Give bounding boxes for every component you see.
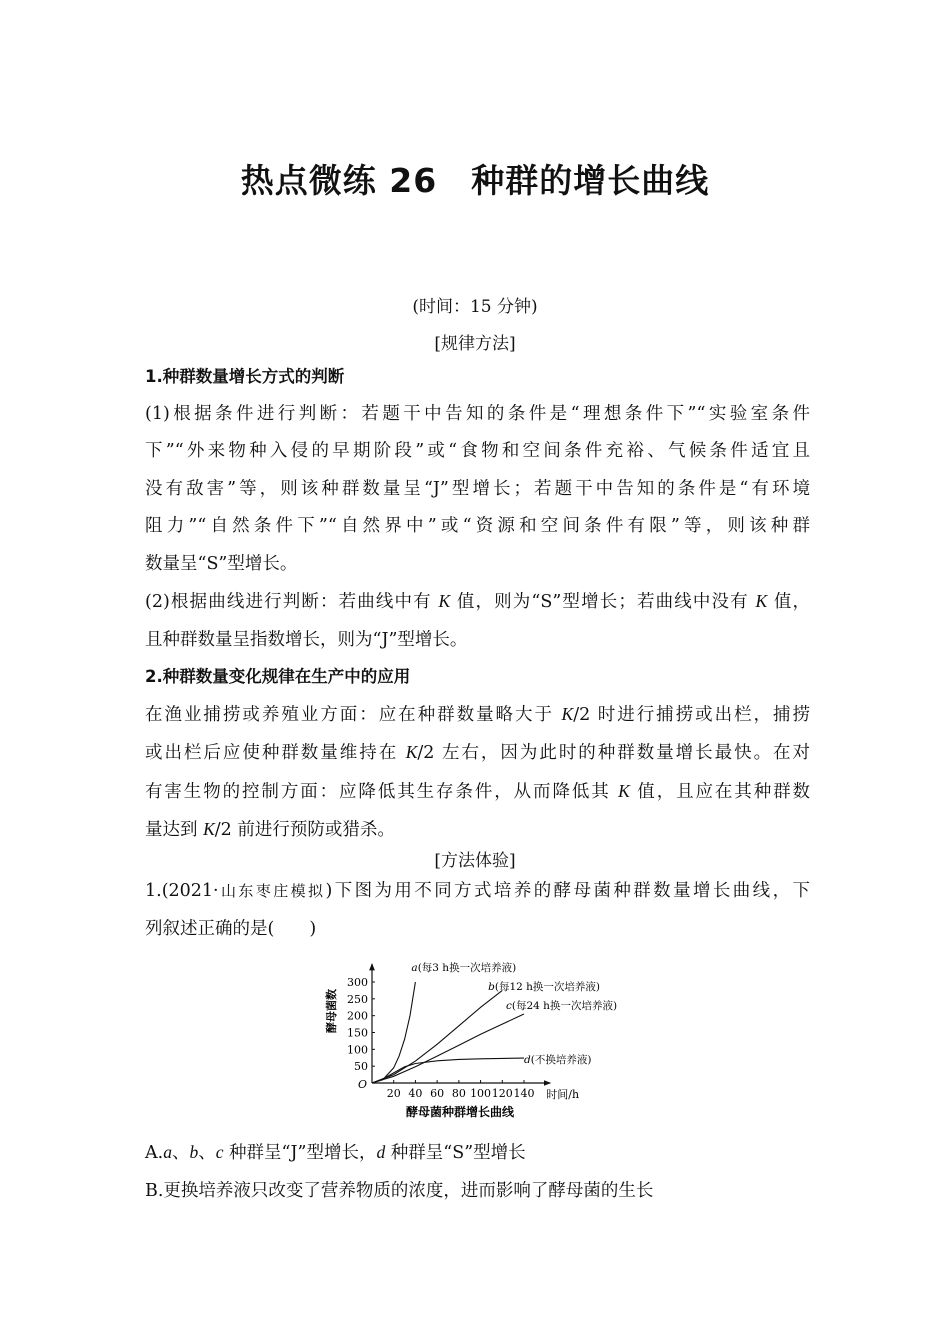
text-run: 或出栏后应使种群数量维持在 (145, 743, 406, 763)
rule-1-p1-line: 数量呈“S”型增长。 (145, 553, 298, 574)
rule-1-p2-line (145, 583, 810, 622)
math-k: K (203, 819, 215, 839)
series-letter: b (488, 981, 495, 993)
text-run: (2)根据曲线进行判断：若曲线中有 (145, 592, 439, 612)
math-var: c (215, 1142, 224, 1162)
y-tick-label: 300 (347, 976, 368, 989)
text-run: 在渔业捕捞或养殖业方面：应在种群数量略大于 (145, 704, 562, 725)
series-line-d (372, 1058, 524, 1083)
x-tick-label: 60 (430, 1087, 445, 1100)
text-run: 值，且应在其种群数 (629, 781, 811, 802)
rule-2-line (145, 696, 810, 735)
series-name: (不换培养液) (530, 1054, 592, 1066)
text-run: 值，则为“S”型增长；若曲线中没有 (450, 592, 756, 612)
y-axis-label: 酵母菌数 (325, 989, 338, 1033)
question-1 (145, 873, 810, 948)
rule-2-line (145, 811, 810, 850)
x-tick-label: 40 (408, 1087, 423, 1100)
question-1-line: 列叙述正确的是( ) (145, 918, 317, 939)
text-run: A. (145, 1143, 164, 1163)
series-label-b (488, 980, 600, 993)
rule-2-line (145, 734, 810, 773)
option-b[interactable]: B.更换培养液只改变了营养物质的浓度，进而影响了酵母菌的生长 (145, 1180, 654, 1201)
rule-1-heading: 1.种群数量增长方式的判断 (145, 367, 345, 386)
text-run: 1.(2021· (145, 881, 219, 901)
option-a[interactable] (145, 1134, 810, 1173)
y-tick-label: 250 (347, 992, 368, 1006)
rule-1-p1-line: 没有敌害”等，则该种群数量呈“J”型增长；若题干中告知的条件是“有环境 (145, 478, 810, 499)
text-run: )下图为用不同方式培养的酵母菌种群数量增长曲线，下 (325, 881, 810, 901)
text-run: 值， (767, 592, 810, 612)
series-letter: d (524, 1054, 531, 1066)
rule-1-p1-line: (1)根据条件进行判断：若题干中告知的条件是“理想条件下”“实验室条件 (145, 403, 810, 424)
math-var: a (163, 1142, 172, 1162)
rule-1-block (145, 358, 810, 659)
series-label-d (524, 1053, 591, 1066)
options (145, 1134, 810, 1210)
y-tick-label: 50 (354, 1060, 368, 1074)
text-run: 、 (198, 1143, 216, 1163)
origin-label: O (358, 1078, 368, 1091)
series-name: (每24 h换一次培养液) (511, 1000, 618, 1012)
section-heading-rules: [规律方法] (434, 334, 516, 354)
text-run: 量达到 (145, 820, 204, 840)
series-line-a (372, 982, 415, 1083)
series-label-c (506, 999, 617, 1012)
y-tick-label: 200 (347, 1009, 368, 1023)
math-k: K (561, 703, 574, 724)
chart-title: 酵母菌种群增长曲线 (405, 1105, 515, 1119)
series-name: (每3 h换一次培养液) (417, 962, 517, 974)
series-line-b (372, 990, 502, 1083)
question-source: 山东枣庄模拟 (218, 882, 326, 900)
rule-2-block (145, 658, 810, 850)
text-run: /2 左右，因为此时的种群数量增长最快。在对 (417, 743, 811, 763)
text-run: 种群呈“J”型增长， (223, 1143, 377, 1163)
growth-chart (320, 952, 640, 1124)
x-tick-label: 80 (451, 1087, 466, 1100)
page-title: 热点微练 26 种群的增长曲线 (240, 161, 710, 200)
x-axis-label: 时间/h (546, 1088, 580, 1101)
series-label-a (411, 961, 516, 974)
text-run: /2 前进行预防或猎杀。 (214, 820, 395, 840)
time-note: (时间：15 分钟) (412, 297, 538, 317)
math-k: K (755, 591, 768, 611)
question-1-line (145, 873, 810, 911)
x-tick-label: 20 (386, 1087, 401, 1100)
rule-1-p1-line: 下”“外来物种入侵的早期阶段”或“食物和空间条件充裕、气候条件适宜且 (145, 441, 810, 461)
text-run: 种群呈“S”型增长 (385, 1143, 526, 1163)
section-heading-practice: [方法体验] (434, 851, 516, 871)
series-letter: c (506, 1000, 512, 1012)
series-name: (每12 h换一次培养液) (494, 981, 601, 993)
rule-1-p2-line: 且种群数量呈指数增长，则为“J”型增长。 (145, 629, 468, 650)
series-letter: a (411, 962, 418, 974)
y-tick-label: 100 (347, 1043, 368, 1057)
text-run: 有害生物的控制方面：应降低其生存条件，从而降低其 (145, 781, 619, 802)
y-tick-label: 150 (347, 1026, 368, 1040)
math-k: K (405, 742, 418, 762)
rule-2-heading: 2.种群数量变化规律在生产中的应用 (145, 667, 411, 686)
x-tick-label: 140 (513, 1087, 535, 1100)
math-k: K (438, 591, 451, 611)
math-var: b (189, 1142, 199, 1162)
x-tick-label: 100 (470, 1087, 492, 1100)
math-var: d (376, 1142, 386, 1162)
x-tick-label: 120 (491, 1087, 513, 1100)
text-run: /2 时进行捕捞或出栏，捕捞 (573, 704, 810, 725)
rule-2-line (145, 773, 810, 812)
text-run: 、 (171, 1143, 190, 1163)
math-k: K (618, 780, 630, 801)
rule-1-p1-line: 阻力”“自然条件下”“自然界中”或“资源和空间条件有限”等，则该种群 (145, 516, 810, 536)
